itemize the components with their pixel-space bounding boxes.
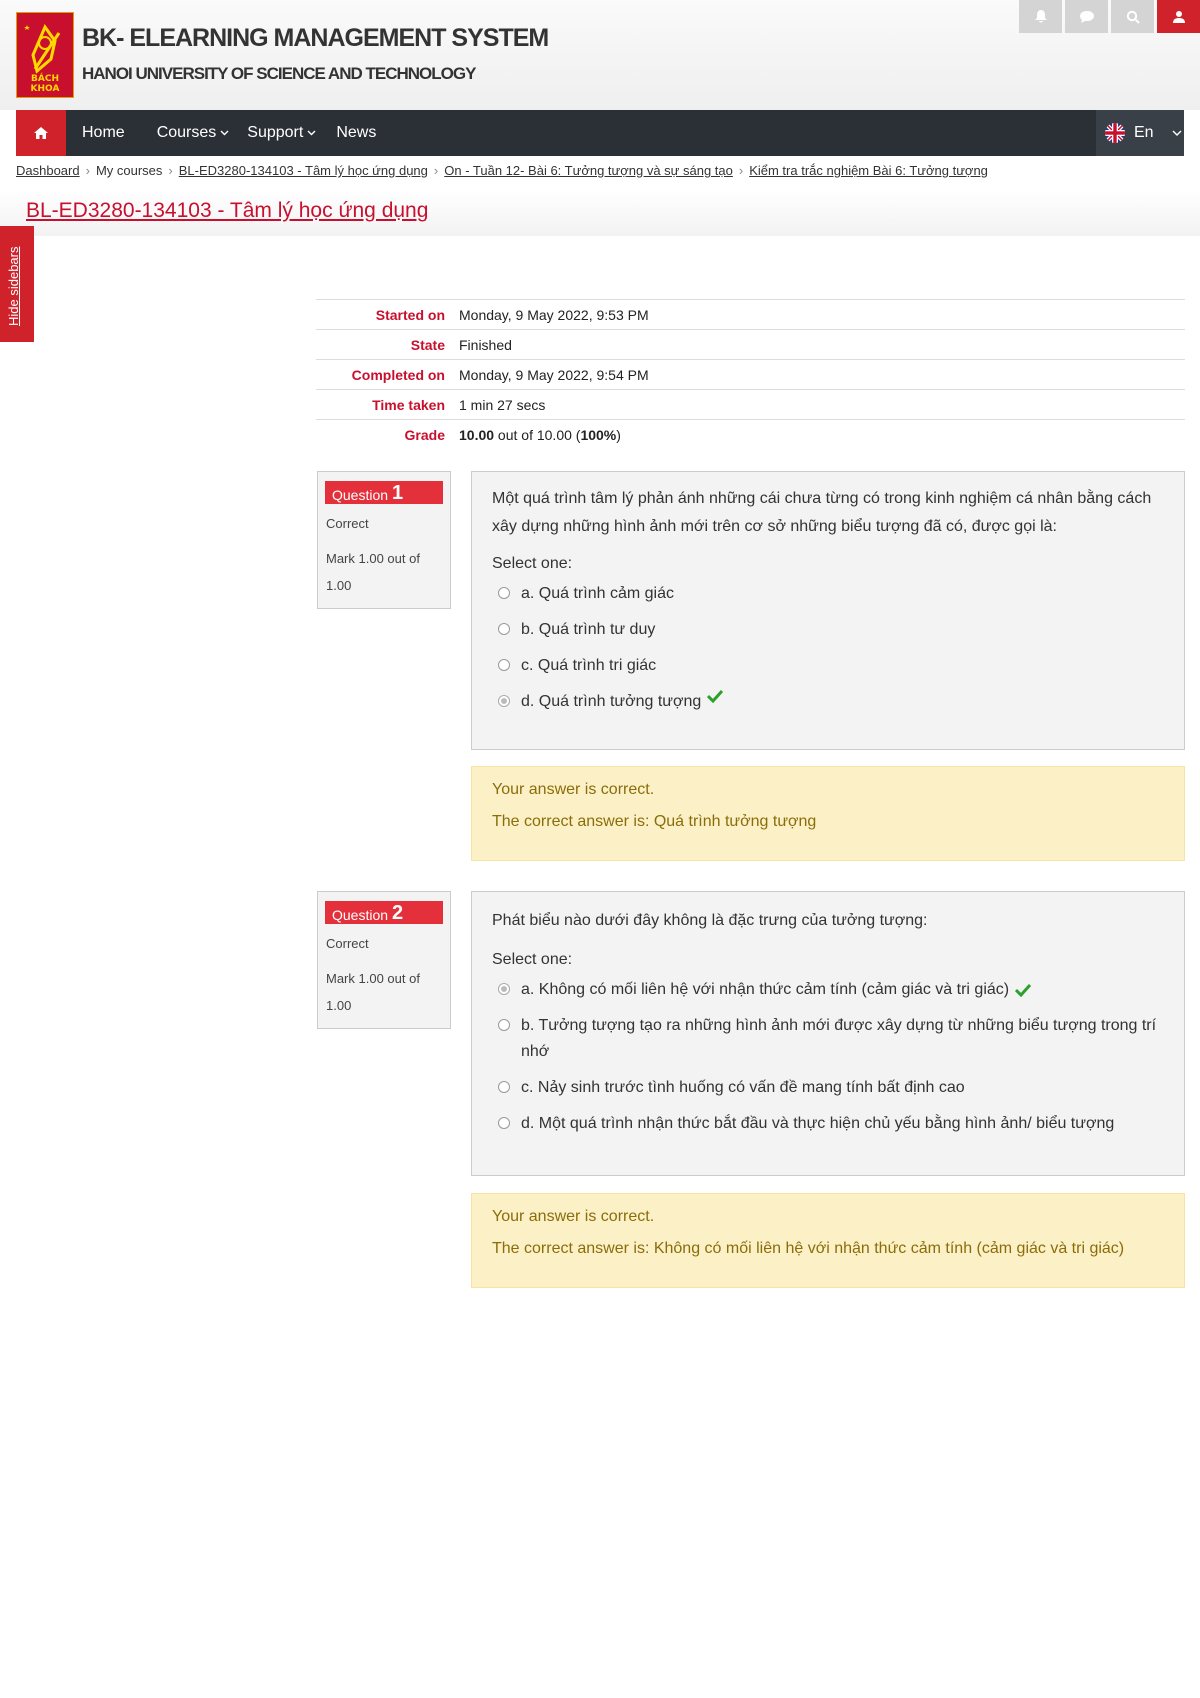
nav-courses-label: Courses (156, 124, 217, 141)
nav-home[interactable] (82, 124, 125, 142)
bell-icon (1034, 9, 1048, 24)
university-logo[interactable] (16, 12, 74, 98)
language-label: En (1134, 124, 1154, 141)
answer-option-selected[interactable] (492, 977, 1164, 1003)
answer-option-label: c. Quá trình tri giác (521, 657, 657, 674)
answer-option[interactable] (492, 653, 1164, 679)
question-text: Một quá trình tâm lý phản ánh những cái chưa từng có trong kinh nghiệm cá nhân bằng cách xây dựng những hình ảnh mới trên cơ sở những biểu tượng đã có, được gọi là: (492, 490, 1152, 535)
radio-button-selected[interactable] (498, 983, 510, 995)
state-value: Finished (459, 330, 1185, 360)
search-button[interactable] (1111, 0, 1154, 33)
radio-button[interactable] (498, 623, 510, 635)
logo-text: BÁCH KHOA (30, 74, 60, 94)
breadcrumb-separator: › (433, 163, 439, 178)
summary-row (316, 300, 1185, 330)
question-mark: Mark 1.00 out of 1.00 (326, 971, 420, 1013)
completed-label: Completed on (316, 360, 459, 390)
radio-button[interactable] (498, 1081, 510, 1093)
nav-home-label: Home (82, 124, 125, 141)
language-selector[interactable] (1096, 110, 1184, 156)
answer-option-label (521, 977, 1031, 1003)
answer-option-label: b. Tưởng tượng tạo ra những hình ảnh mới được xây dựng từ những biểu tượng trong trí nhớ (521, 1017, 1157, 1060)
summary-row (316, 330, 1185, 360)
chevron-down-icon (220, 130, 229, 136)
attempt-summary-table (316, 299, 1185, 449)
nav-support-dropdown[interactable] (247, 124, 316, 142)
grade-score: 10.00 (459, 426, 495, 443)
question-number-badge (325, 901, 443, 924)
uk-flag-icon (1104, 122, 1126, 144)
top-icon-bar (1019, 0, 1200, 33)
completed-value: Monday, 9 May 2022, 9:54 PM (459, 360, 1185, 390)
question-mark: Mark 1.00 out of 1.00 (326, 551, 420, 593)
question-info-1 (317, 471, 451, 609)
main-navbar (16, 110, 1184, 156)
feedback-text: Your answer is correct. (492, 1208, 655, 1225)
grade-label: Grade (316, 420, 459, 450)
question-text: Phát biểu nào dưới đây không là đặc trưng của tưởng tượng: (492, 912, 928, 929)
correct-check-icon (707, 689, 723, 703)
question-feedback-1 (471, 766, 1185, 861)
radio-button[interactable] (498, 1019, 510, 1031)
radio-button-selected[interactable] (498, 695, 510, 707)
radio-button[interactable] (498, 587, 510, 599)
user-icon (1173, 10, 1185, 24)
nav-courses-dropdown[interactable] (157, 124, 230, 142)
nav-news[interactable] (336, 124, 376, 142)
chevron-down-icon (1172, 130, 1182, 136)
chevron-down-icon (307, 130, 316, 136)
answer-option[interactable] (492, 1111, 1164, 1137)
breadcrumb-separator: › (168, 163, 173, 178)
time-taken-value: 1 min 27 secs (459, 390, 1185, 420)
select-one-label: Select one: (492, 555, 573, 572)
answer-option-text: a. Không có mối liên hệ với nhận thức cảm tính (cảm giác và tri giác) (521, 981, 1010, 998)
select-one-label: Select one: (492, 951, 573, 968)
answer-option-label: c. Nảy sinh trước tình huống có vấn đề mang tính bất định cao (521, 1079, 965, 1096)
feedback-text: Your answer is correct. (492, 781, 655, 798)
radio-button[interactable] (498, 659, 510, 671)
site-title[interactable]: BK- ELEARNING MANAGEMENT SYSTEM (82, 24, 549, 52)
answer-option-selected[interactable] (492, 689, 1164, 715)
correct-check-icon (1015, 983, 1031, 997)
home-icon (33, 126, 49, 140)
nav-home-icon-button[interactable] (16, 110, 66, 156)
course-title-link[interactable]: BL-ED3280-134103 - Tâm lý học ứng dụng (26, 199, 429, 222)
breadcrumb (16, 163, 988, 178)
question-number-badge (325, 481, 443, 504)
site-header (0, 0, 1200, 110)
answer-option-label: b. Quá trình tư duy (521, 621, 656, 638)
summary-row (316, 390, 1185, 420)
breadcrumb-separator: › (85, 163, 90, 178)
correct-answer-text: The correct answer is: Không có mối liên hệ với nhận thức cảm tính (cảm giác và tri giác) (492, 1240, 1125, 1257)
summary-row (316, 360, 1185, 390)
breadcrumb-separator: › (738, 163, 744, 178)
answer-option[interactable] (492, 1013, 1164, 1065)
notifications-button[interactable] (1019, 0, 1062, 33)
grade-percent: 100% (580, 426, 617, 443)
grade-value (459, 420, 1185, 450)
grade-outof: out of 10.00 ( (494, 426, 581, 443)
chat-icon (1079, 10, 1095, 24)
started-value: Monday, 9 May 2022, 9:53 PM (459, 300, 1185, 330)
question-label: Question (332, 487, 389, 503)
answer-option[interactable] (492, 617, 1164, 643)
site-subtitle: HANOI UNIVERSITY OF SCIENCE AND TECHNOLOGY (82, 64, 476, 83)
correct-answer-text: The correct answer is: Quá trình tưởng tượng (492, 813, 817, 830)
question-label: Question (332, 907, 389, 923)
time-taken-label: Time taken (316, 390, 459, 420)
question-feedback-2 (471, 1193, 1185, 1288)
logo-emblem-icon (21, 19, 69, 79)
summary-row (316, 420, 1185, 450)
answer-option-label: a. Quá trình cảm giác (521, 585, 674, 602)
question-content-2 (471, 891, 1185, 1176)
started-label: Started on (316, 300, 459, 330)
answer-option[interactable] (492, 581, 1164, 607)
question-content-1 (471, 471, 1185, 750)
user-menu-button[interactable] (1157, 0, 1200, 33)
answer-option-label: d. Quá trình tưởng tượng (521, 693, 702, 710)
question-status: Correct (326, 516, 369, 531)
hide-sidebars-toggle[interactable] (0, 226, 34, 342)
answer-option-label: d. Một quá trình nhận thức bắt đầu và thực hiện chủ yếu bằng hình ảnh/ biểu tượng (521, 1115, 1115, 1132)
messages-button[interactable] (1065, 0, 1108, 33)
question-number: 1 (392, 482, 404, 504)
question-number: 2 (392, 902, 404, 924)
hide-sidebars-label: Hide sidebars (6, 246, 21, 326)
breadcrumb-course[interactable]: BL-ED3280-134103 - Tâm lý học ứng dụng (178, 163, 428, 178)
grade-close: ) (616, 426, 621, 443)
answer-option[interactable] (492, 1075, 1164, 1101)
search-icon (1126, 10, 1140, 24)
nav-support-label: Support (247, 124, 304, 141)
state-label: State (316, 330, 459, 360)
question-status: Correct (326, 936, 369, 951)
breadcrumb-my-courses[interactable]: My courses (95, 163, 163, 178)
radio-button[interactable] (498, 1117, 510, 1129)
question-info-2 (317, 891, 451, 1029)
breadcrumb-dashboard[interactable]: Dashboard (16, 163, 80, 178)
nav-news-label: News (336, 124, 377, 141)
breadcrumb-section[interactable]: On - Tuần 12- Bài 6: Tưởng tượng và sự sáng tạo (444, 163, 733, 178)
breadcrumb-quiz[interactable]: Kiểm tra trắc nghiệm Bài 6: Tưởng tượng (749, 163, 988, 178)
